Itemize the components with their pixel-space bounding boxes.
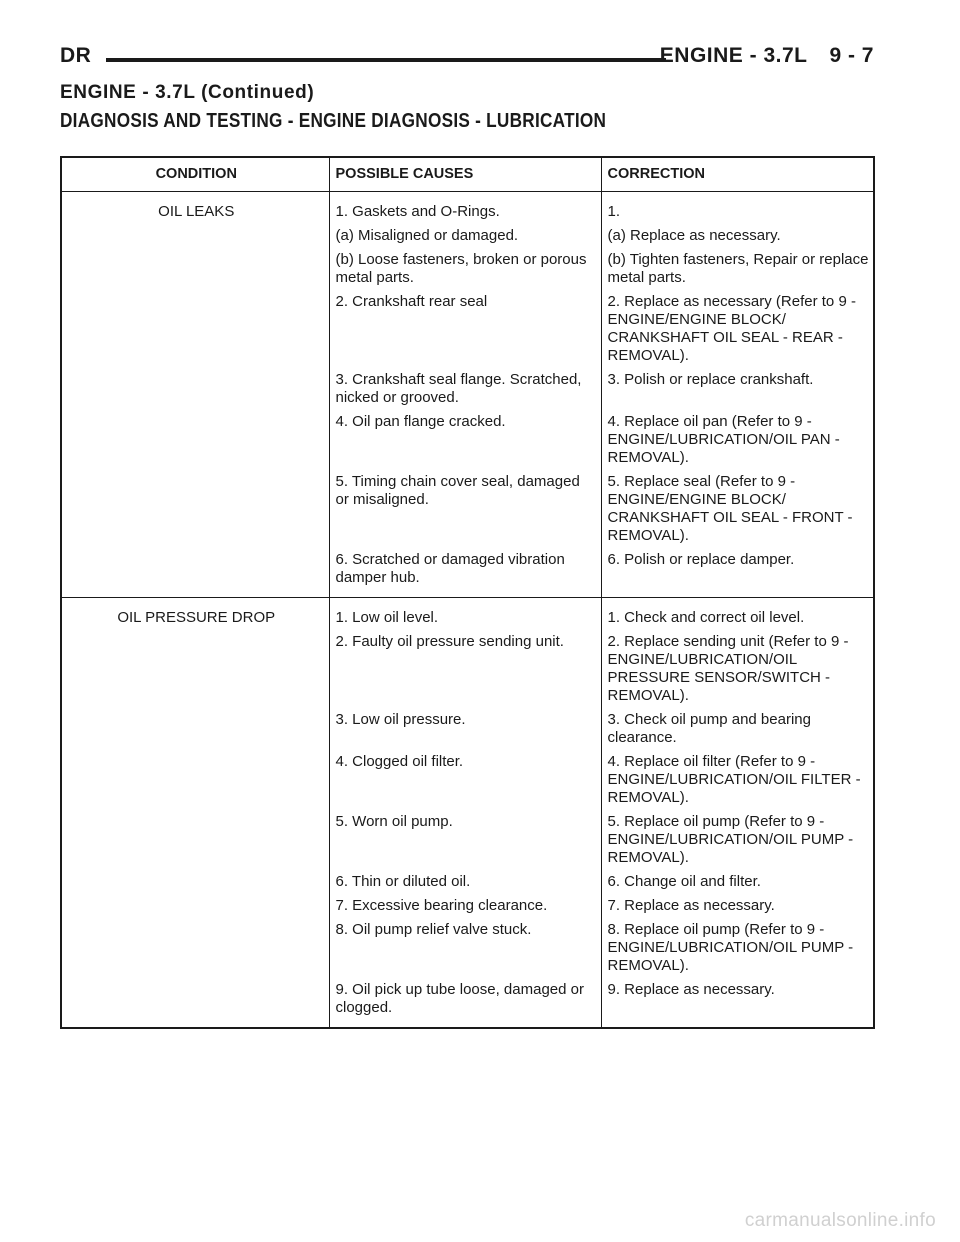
diagnosis-table: [60, 156, 875, 1029]
header-rule: [106, 58, 666, 62]
correction-cell: 1.: [607, 203, 621, 220]
condition-cell-empty: [61, 810, 329, 870]
correction-cell: 8. Replace oil pump (Refer to 9 - ENGINE/LUBRICATION/OIL PUMP - REMOVAL).: [607, 921, 854, 974]
table-row: [61, 192, 874, 225]
correction-cell: 6. Polish or replace damper.: [601, 548, 874, 598]
cause-cell: 1. Gaskets and O-Rings.: [329, 192, 601, 225]
table-row: [61, 870, 874, 894]
cause-cell: 2. Faulty oil pressure sending unit.: [329, 630, 601, 708]
table-row: [61, 548, 874, 598]
correction-cell: 3. Check oil pump and bearing clearance.: [607, 711, 811, 746]
cause-cell: 8. Oil pump relief valve stuck.: [329, 918, 601, 978]
cause-cell: (a) Misaligned or damaged.: [329, 224, 601, 248]
condition-cell-empty: [61, 918, 329, 978]
correction-cell: 4. Replace oil pan (Refer to 9 - ENGINE/LUBRICATION/OIL PAN - REMOVAL).: [607, 413, 840, 466]
cause-cell: 3. Low oil pressure.: [329, 708, 601, 750]
table-row: [61, 290, 874, 368]
condition-cell-empty: [61, 708, 329, 750]
cause-cell: 6. Thin or diluted oil.: [329, 870, 601, 894]
cause-cell: 2. Crankshaft rear seal: [329, 290, 601, 368]
condition-cell-empty: [61, 470, 329, 548]
table-row: [61, 978, 874, 1028]
condition-cell-empty: [61, 978, 329, 1028]
correction-cell: (a) Replace as necessary.: [607, 227, 781, 244]
cause-cell: 4. Clogged oil filter.: [329, 750, 601, 810]
table-row: [61, 894, 874, 918]
table-row: [61, 224, 874, 248]
watermark: carmanualsonline.info: [744, 1210, 936, 1231]
header-section-code: DR: [60, 44, 92, 67]
table-row: [61, 598, 874, 631]
condition-cell-empty: [61, 894, 329, 918]
table-row: [61, 918, 874, 978]
cause-cell: 5. Timing chain cover seal, damaged or misaligned.: [329, 470, 601, 548]
section-title: DIAGNOSIS AND TESTING - ENGINE DIAGNOSIS - LUBRICATION: [60, 110, 607, 132]
correction-cell: 2. Replace sending unit (Refer to 9 - ENGINE/LUBRICATION/OIL PRESSURE SENSOR/SWITCH - REMOVAL).: [607, 633, 849, 704]
cause-cell: 7. Excessive bearing clearance.: [329, 894, 601, 918]
table-row: [61, 750, 874, 810]
table-row: [61, 248, 874, 290]
page-header: [60, 44, 874, 78]
condition-cell: OIL LEAKS: [61, 192, 329, 225]
cause-cell: 6. Scratched or damaged vibration damper hub.: [329, 548, 601, 598]
header-chapter-title: ENGINE - 3.7L: [659, 44, 808, 67]
table-row: [61, 368, 874, 410]
correction-cell: 2. Replace as necessary (Refer to 9 - ENGINE/ENGINE BLOCK/ CRANKSHAFT OIL SEAL - REAR - REMOVAL).: [607, 293, 856, 364]
table-row: [61, 630, 874, 708]
table-row: [61, 470, 874, 548]
condition-cell-empty: [61, 290, 329, 368]
correction-cell: 4. Replace oil filter (Refer to 9 - ENGINE/LUBRICATION/OIL FILTER - REMOVAL).: [607, 753, 861, 806]
correction-cell: 7. Replace as necessary.: [607, 897, 775, 914]
table-body: [61, 192, 874, 1029]
correction-cell: 1. Check and correct oil level.: [607, 609, 805, 626]
column-header-correction: CORRECTION: [601, 157, 874, 192]
cause-cell: 1. Low oil level.: [329, 598, 601, 631]
cause-cell: 3. Crankshaft seal flange. Scratched, nicked or grooved.: [329, 368, 601, 410]
condition-cell-empty: [61, 870, 329, 894]
condition-cell-empty: [61, 410, 329, 470]
condition-cell: OIL PRESSURE DROP: [61, 598, 329, 631]
correction-cell: 9. Replace as necessary.: [601, 978, 874, 1028]
table-row: [61, 708, 874, 750]
condition-cell-empty: [61, 548, 329, 598]
correction-cell: 6. Change oil and filter.: [607, 873, 761, 890]
column-header-causes: POSSIBLE CAUSES: [329, 157, 601, 192]
correction-cell: 5. Replace seal (Refer to 9 - ENGINE/ENGINE BLOCK/ CRANKSHAFT OIL SEAL - FRONT - REMOVAL).: [607, 473, 853, 544]
column-header-condition: CONDITION: [61, 157, 329, 192]
continued-title: ENGINE - 3.7L (Continued): [60, 82, 315, 103]
header-page-number: 9 - 7: [829, 44, 874, 67]
header-chapter: [660, 44, 874, 68]
cause-cell: 5. Worn oil pump.: [329, 810, 601, 870]
table-row: [61, 410, 874, 470]
cause-cell: 4. Oil pan flange cracked.: [329, 410, 601, 470]
cause-cell: (b) Loose fasteners, broken or porous metal parts.: [329, 248, 601, 290]
correction-cell: 3. Polish or replace crankshaft.: [607, 371, 814, 388]
condition-cell-empty: [61, 248, 329, 290]
condition-cell-empty: [61, 224, 329, 248]
cause-cell: 9. Oil pick up tube loose, damaged or clogged.: [329, 978, 601, 1028]
table-header-row: [61, 157, 874, 192]
table-row: [61, 810, 874, 870]
condition-cell-empty: [61, 630, 329, 708]
correction-cell: 5. Replace oil pump (Refer to 9 - ENGINE/LUBRICATION/OIL PUMP - REMOVAL).: [607, 813, 854, 866]
condition-cell-empty: [61, 750, 329, 810]
condition-cell-empty: [61, 368, 329, 410]
correction-cell: (b) Tighten fasteners, Repair or replace metal parts.: [607, 251, 869, 286]
